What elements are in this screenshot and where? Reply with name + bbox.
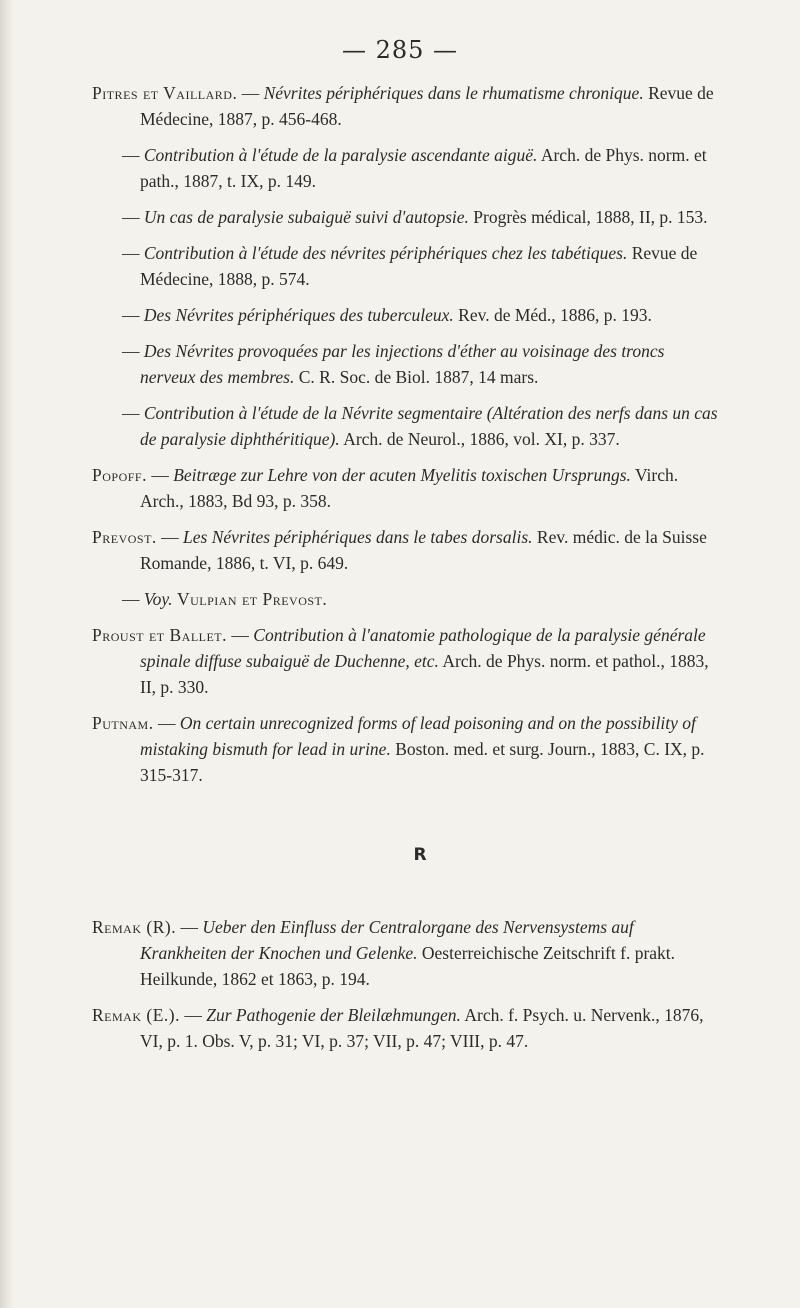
entry-citation: Oesterreichische Zeitschrift f. prakt. Heilkunde, 1862 et 1863, p. 194.	[140, 943, 676, 989]
entry-title: Voy.	[143, 589, 173, 609]
entry-title: Des Névrites périphériques des tuberculeux.	[143, 305, 454, 325]
section-letter: R	[413, 845, 427, 865]
entry-citation: Rev. de Méd., 1886, p. 193.	[458, 305, 652, 325]
entry-citation: Arch. f. Psych. u. Nervenk., 1876, VI, p. 1. Obs. V, p. 31; VI, p. 37; VII, p. 47; VIII, p. 47.	[140, 1005, 704, 1051]
entry-title: On certain unrecognized forms of lead poisoning and on the possibility of mistaking bismuth for lead in urine.	[140, 713, 696, 759]
entry-title: Contribution à l'étude des névrites périphériques chez les tabétiques.	[143, 243, 628, 263]
entry-title: Un cas de paralysie subaiguë suivi d'autopsie.	[143, 207, 469, 227]
bibliography-entry	[92, 524, 720, 576]
bibliography-entry	[92, 302, 720, 328]
entry-citation: C. R. Soc. de Biol. 1887, 14 mars.	[298, 367, 539, 387]
entry-citation: Virch. Arch., 1883, Bd 93, p. 358.	[140, 465, 679, 511]
entry-dash: —	[151, 465, 169, 485]
entry-citation: Arch. de Phys. norm. et path., 1887, t. IX, p. 149.	[140, 145, 707, 191]
entry-author: Popoff.	[92, 465, 147, 485]
bibliography-entry	[92, 462, 720, 514]
entry-author: Prevost.	[92, 527, 157, 547]
bibliography-entry	[92, 204, 720, 230]
entry-dash: —	[122, 305, 140, 325]
entry-dash: —	[157, 713, 176, 733]
entry-title: Contribution à l'étude de la paralysie ascendante aiguë.	[143, 145, 538, 165]
bibliography-entry	[92, 80, 720, 132]
entry-title: Les Névrites périphériques dans le tabes dorsalis.	[183, 527, 533, 547]
entry-author: Proust et Ballet.	[92, 625, 228, 645]
bibliography-entry	[92, 240, 720, 292]
entry-citation: Revue de Médecine, 1887, p. 456-468.	[140, 83, 714, 129]
bibliography-entry	[92, 400, 720, 452]
entry-citation: Arch. de Phys. norm. et pathol., 1883, II, p. 330.	[140, 651, 709, 697]
entry-dash: —	[241, 83, 260, 103]
entry-title: Névrites périphériques dans le rhumatisme chronique.	[263, 83, 644, 103]
entry-author: Remak (R).	[92, 917, 177, 937]
entry-citation: Progrès médical, 1888, II, p. 153.	[473, 207, 708, 227]
entry-author: Pitres et Vaillard.	[92, 83, 238, 103]
entry-citation: Boston. med. et surg. Journ., 1883, C. IX, p. 315-317.	[140, 739, 705, 785]
bibliography-entry	[92, 622, 720, 700]
entry-title: Ueber den Einfluss der Centralorgane des Nervensystems auf Krankheiten der Knochen und Gelenke.	[140, 917, 634, 963]
entry-citation: Rev. médic. de la Suisse Romande, 1886, t. VI, p. 649.	[140, 527, 707, 573]
entry-dash: —	[161, 527, 179, 547]
entry-dash: —	[180, 917, 198, 937]
bibliography-entry	[92, 338, 720, 390]
bibliography-entry	[92, 586, 720, 612]
entry-title: Contribution à l'anatomie pathologique de la paralysie générale spinale diffuse subaiguë de Duchenne, etc.	[140, 625, 706, 671]
bibliography-entry	[92, 142, 720, 194]
entry-citation: Vulpian et Prevost.	[176, 589, 328, 609]
bibliography-entry	[92, 710, 720, 788]
bibliography-entry	[92, 914, 720, 992]
bibliography-entry	[92, 1002, 720, 1054]
entry-dash: —	[122, 341, 140, 361]
bibliography	[92, 80, 720, 1064]
entry-citation: Arch. de Neurol., 1886, vol. XI, p. 337.	[343, 429, 620, 449]
entry-title: Des Névrites provoquées par les injections d'éther au voisinage des troncs nerveux des membres.	[140, 341, 665, 387]
entry-author: Remak (E.).	[92, 1005, 180, 1025]
entry-title: Zur Pathogenie der Bleilæhmungen.	[206, 1005, 461, 1025]
entry-dash: —	[231, 625, 249, 645]
entry-dash: —	[122, 145, 140, 165]
entry-dash: —	[122, 243, 140, 263]
entry-citation: Revue de Médecine, 1888, p. 574.	[140, 243, 698, 289]
entry-title: Beitræge zur Lehre von der acuten Myelitis toxischen Ursprungs.	[173, 465, 631, 485]
page-number: — 285 —	[341, 36, 459, 64]
entry-dash: —	[122, 589, 140, 609]
entry-title: Contribution à l'étude de la Névrite segmentaire (Altération des nerfs dans un cas de paralysie diphthéritique).	[140, 403, 718, 449]
entry-dash: —	[122, 207, 140, 227]
entry-author: Putnam.	[92, 713, 154, 733]
entry-dash: —	[184, 1005, 202, 1025]
page-binding-shadow	[0, 0, 14, 1308]
entry-dash: —	[122, 403, 140, 423]
